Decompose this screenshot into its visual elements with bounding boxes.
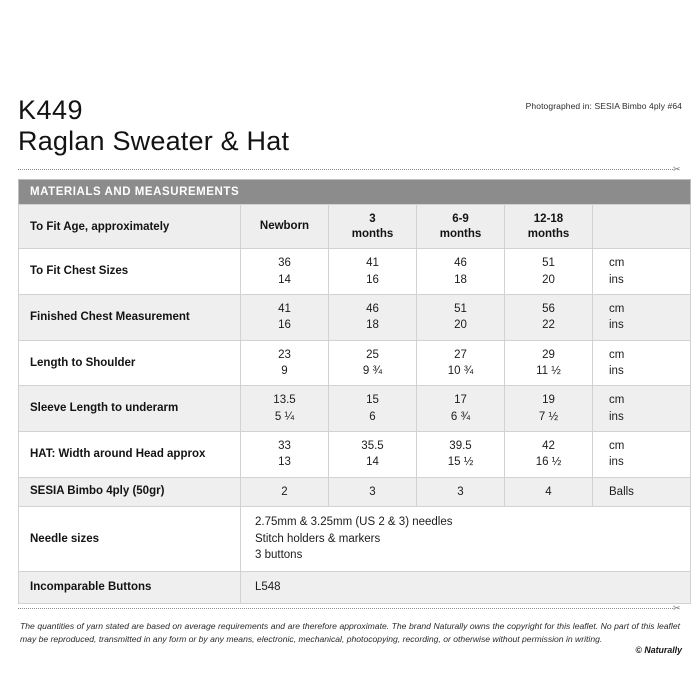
value-cm: 51 (542, 257, 555, 270)
row-label: HAT: Width around Head approx (19, 432, 241, 478)
row-label: Sleeve Length to underarm (19, 386, 241, 432)
value-cm: 17 (454, 394, 467, 407)
value-ins: 11 ½ (536, 365, 561, 378)
value-ins: 16 (278, 319, 291, 332)
value-cm: 19 (542, 394, 555, 407)
unit-cm: cm (609, 394, 625, 407)
row-value (505, 295, 593, 341)
value-ins: 5 ¼ (274, 410, 295, 423)
row-value: 3 (417, 477, 505, 506)
row-value (329, 249, 417, 295)
materials-and-measurements-table (18, 179, 691, 604)
value-cm: 46 (366, 303, 379, 316)
table-row (19, 249, 691, 295)
value-ins: 13 (278, 456, 291, 469)
table-row (19, 295, 691, 341)
value-cm: 33 (278, 440, 291, 453)
row-label: Length to Shoulder (19, 340, 241, 386)
scissors-icon: ✂ (673, 164, 681, 175)
value-cm: 41 (366, 257, 379, 270)
value-cm: 36 (278, 257, 291, 270)
value-ins: 9 (281, 365, 288, 378)
row-value (505, 432, 593, 478)
size-line-2: months (439, 227, 482, 240)
disclaimer-body: The quantities of yarn stated are based on average requirements and are therefore approximate. The brand Naturally owns the copyright for this leaflet. No part of this leaflet may be reproduced, transmitted in any form or by any means, electronic, mechanical, photocopying, recording, or otherwise without permission in writing. (20, 620, 680, 645)
row-unit (593, 295, 691, 341)
cut-rule-bottom (18, 604, 682, 614)
value-ins: 7 ½ (538, 410, 559, 423)
value-cm: 51 (454, 303, 467, 316)
size-line-1: 3 (369, 213, 376, 226)
cut-rule-top (18, 165, 682, 175)
column-header-unit (593, 205, 691, 249)
row-label: Finished Chest Measurement (19, 295, 241, 341)
value-ins: 10 ¾ (447, 365, 474, 378)
row-label: To Fit Chest Sizes (19, 249, 241, 295)
table-row-buttons (19, 572, 691, 604)
needle-line-3: 3 buttons (255, 549, 303, 562)
value-ins: 14 (366, 456, 379, 469)
column-header-size-12-18-months (505, 205, 593, 249)
row-unit: Balls (593, 477, 691, 506)
value-cm: 56 (542, 303, 555, 316)
row-value (417, 432, 505, 478)
column-header-size-6-9-months (417, 205, 505, 249)
column-header-label: To Fit Age, approximately (19, 205, 241, 249)
row-value (417, 386, 505, 432)
page-title: Raglan Sweater & Hat (18, 126, 290, 157)
unit-ins: ins (609, 319, 624, 332)
value-ins: 20 (454, 319, 467, 332)
column-header-size-3-months (329, 205, 417, 249)
size-line-2: months (527, 227, 570, 240)
footer (18, 616, 682, 656)
unit-ins: ins (609, 410, 624, 423)
size-line-2: months (351, 227, 394, 240)
photo-credit: Photographed in: SESIA Bimbo 4ply #64 (525, 101, 682, 111)
row-value (241, 249, 329, 295)
row-value (329, 432, 417, 478)
table-row (19, 432, 691, 478)
unit-cm: cm (609, 440, 625, 453)
row-value (417, 340, 505, 386)
value-ins: 18 (366, 319, 379, 332)
row-value (241, 432, 329, 478)
needle-line-1: 2.75mm & 3.25mm (US 2 & 3) needles (255, 516, 453, 529)
table-row (19, 340, 691, 386)
row-value (505, 340, 593, 386)
row-value (241, 295, 329, 341)
row-label: Incomparable Buttons (19, 572, 241, 604)
table-column-header-row (19, 205, 691, 249)
buttons-value: L548 (241, 572, 691, 604)
table-row-yarn-quantity (19, 477, 691, 506)
row-value: 2 (241, 477, 329, 506)
value-cm: 13.5 (273, 394, 296, 407)
value-ins: 6 (369, 410, 376, 423)
table-row (19, 386, 691, 432)
value-ins: 16 ½ (535, 456, 562, 469)
scissors-icon: ✂ (673, 602, 681, 613)
value-ins: 22 (542, 319, 555, 332)
value-cm: 29 (542, 348, 555, 361)
value-cm: 15 (366, 394, 379, 407)
value-ins: 18 (454, 273, 467, 286)
value-cm: 27 (454, 348, 467, 361)
disclaimer-text (18, 616, 682, 647)
row-value (241, 386, 329, 432)
value-ins: 6 ¾ (450, 410, 471, 423)
size-line-1: Newborn (259, 220, 310, 233)
row-value (417, 295, 505, 341)
title-block (18, 0, 682, 158)
table-band-header (19, 180, 691, 205)
row-value (329, 340, 417, 386)
row-value: 4 (505, 477, 593, 506)
row-unit (593, 249, 691, 295)
unit-cm: cm (609, 303, 625, 316)
value-cm: 35.5 (361, 440, 384, 453)
unit-ins: ins (609, 365, 624, 378)
value-cm: 23 (278, 348, 291, 361)
copyright-notice: © Naturally (635, 645, 682, 656)
unit-cm: cm (609, 257, 625, 270)
value-ins: 14 (278, 273, 291, 286)
table-row-needle-sizes (19, 507, 691, 572)
row-value: 3 (329, 477, 417, 506)
value-ins: 16 (366, 273, 379, 286)
value-cm: 25 (366, 348, 379, 361)
row-value (505, 249, 593, 295)
unit-ins: ins (609, 456, 624, 469)
value-ins: 20 (542, 273, 555, 286)
pattern-code: K449 (18, 95, 84, 125)
row-value (329, 386, 417, 432)
row-unit (593, 432, 691, 478)
band-title: MATERIALS AND MEASUREMENTS (19, 180, 691, 205)
row-unit (593, 386, 691, 432)
value-cm: 42 (542, 440, 555, 453)
needle-line-2: Stitch holders & markers (255, 532, 381, 545)
row-label: SESIA Bimbo 4ply (50gr) (19, 477, 241, 506)
row-value (505, 386, 593, 432)
unit-cm: cm (609, 348, 625, 361)
row-unit (593, 340, 691, 386)
dotted-divider (18, 169, 673, 170)
value-cm: 46 (454, 257, 467, 270)
value-ins: 15 ½ (447, 456, 474, 469)
value-cm: 39.5 (449, 440, 472, 453)
column-header-size-newborn (241, 205, 329, 249)
size-line-1: 6-9 (452, 213, 469, 226)
needle-sizes-content (241, 507, 691, 572)
row-value (417, 249, 505, 295)
value-ins: 9 ¾ (362, 365, 383, 378)
unit-ins: ins (609, 273, 624, 286)
row-label: Needle sizes (19, 507, 241, 572)
row-value (329, 295, 417, 341)
value-cm: 41 (278, 303, 291, 316)
size-line-1: 12-18 (533, 213, 564, 226)
dotted-divider (18, 608, 673, 609)
row-value (241, 340, 329, 386)
